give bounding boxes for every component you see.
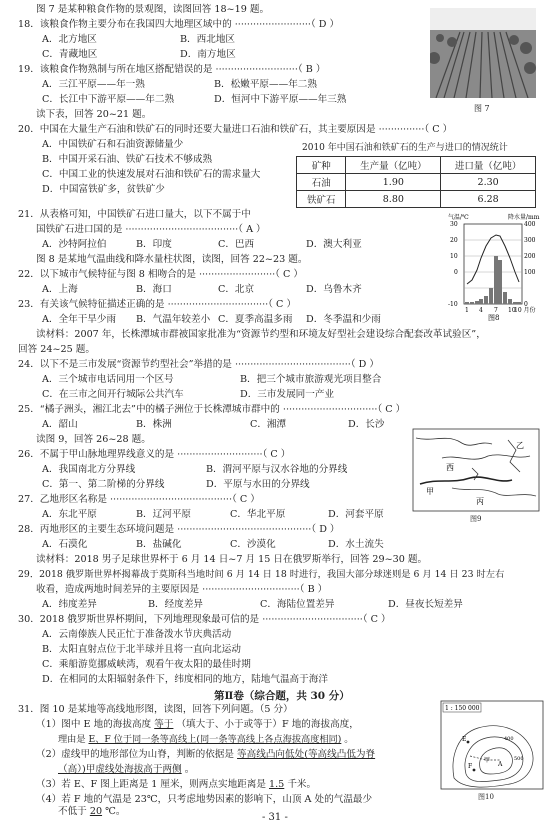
- q22-d: D．乌鲁木齐: [306, 284, 362, 295]
- q26-c: C．第一、第二阶梯的分界线: [42, 479, 165, 490]
- q31-2-line2: [58, 764, 194, 776]
- q19-d: D．恒河中下游平原——年三熟: [214, 94, 347, 105]
- fig8-left-tick: -10: [448, 301, 458, 308]
- q19-c: C．长江中下游平原——年二熟: [42, 94, 175, 105]
- fig8-right-tick: 200: [524, 253, 536, 260]
- q18-b: B．西北地区: [180, 34, 236, 45]
- q28-d: D．水土流失: [328, 539, 384, 550]
- fig8-left-tick: 20: [450, 237, 458, 244]
- q23: 23．有关该气候特征描述正确的是 ·································（ C ）: [18, 299, 297, 310]
- q29-b: B．经度差异: [148, 599, 204, 610]
- q18-d: D．南方地区: [180, 49, 236, 60]
- q26-b: B．渭河平原与汉水谷地的分界线: [206, 464, 348, 475]
- fig8-right-axis-title: 降水量/mm: [508, 214, 540, 221]
- q28-a: A．石漠化: [42, 539, 88, 550]
- q24-d: D．三市发展同一产业: [240, 389, 335, 400]
- fig8-month-tick: 7: [494, 307, 498, 314]
- q21-c: C．巴西: [218, 239, 255, 250]
- q23-d: D．冬季温和少雨: [306, 314, 381, 325]
- fig7-caption: 图 7: [474, 104, 490, 113]
- q30-b: B．太阳直射点位于北半球并且将一直向北运动: [42, 644, 241, 655]
- q21-line2: 国铁矿石进口国的是 ·····································（ A ）: [36, 224, 266, 235]
- q21-a: A．沙特阿拉伯: [42, 239, 107, 250]
- q26: 26．不属于甲山脉地理界线意义的是 ····························（ C ）: [18, 449, 291, 460]
- q27-a: A．东北平原: [42, 509, 97, 520]
- fig10-label: 甲: [484, 757, 491, 764]
- q22: 22．以下城市气候特征与图 8 相吻合的是 ·························（ C ）: [18, 269, 304, 280]
- q26-d: D．平原与水田的分界线: [206, 479, 310, 490]
- q24-b: B．把三个城市旅游观光项目整合: [240, 374, 382, 385]
- q30: 30．2018 俄罗斯世界杯期间，下列地理现象最可信的是 ·································（ C ）: [18, 614, 391, 625]
- q31-3: [36, 779, 316, 791]
- material-24-25: 读材料：2007 年，长株潭城市群被国家批准为“资源节约型和环境友好型社会建设综合配套改革试验区”，: [36, 329, 486, 340]
- q25-c: C．湘潭: [250, 419, 287, 430]
- material-29-30: 读材料：2018 男子足球世界杯于 6 月 14 日~7 月 15 日在俄罗斯举行，回答 29~30 题。: [36, 554, 428, 565]
- fig8-month-tick: 4: [479, 307, 483, 314]
- q31-4-line2: [58, 806, 125, 818]
- q20-c: C．中国工业的快速发展对石油和铁矿石的需求量大: [42, 169, 261, 180]
- q19: 19．该粮食作物熟制与所在地区搭配错误的是 ···························（ B ）: [18, 64, 326, 75]
- intro-22-23: 图 8 是某地气温曲线和降水量柱状图，读图，回答 22~23 题。: [36, 254, 308, 265]
- page-number: - 31 -: [262, 812, 288, 823]
- fig10-label: F: [468, 763, 473, 770]
- q18-a: A．北方地区: [42, 34, 97, 45]
- q28-c: C．沙漠化: [230, 539, 276, 550]
- table-cell: 6.28: [441, 191, 536, 208]
- q29-line1: 29．2018 俄罗斯世界杯揭幕战于莫斯科当地时间 6 月 14 日 18 时进行，我国大部分球迷则是 6 月 14 日 23 时左右: [18, 569, 505, 580]
- fig9-label: 西: [446, 463, 454, 472]
- table-cell: 铁矿石: [297, 191, 346, 208]
- figure-8-climate-chart: [448, 212, 540, 322]
- figure-9-map: [412, 428, 540, 512]
- q31-2-text: （2）虚线甲的地形部位为山脊，判断的依据是: [36, 749, 234, 760]
- section-2-title: 第Ⅱ卷（综合题，共 30 分）: [214, 690, 350, 702]
- fig8-left-tick: 10: [450, 253, 458, 260]
- q24-c: C．在三市之间开行城际公共汽车: [42, 389, 184, 400]
- fig10-scale: 1 : 150 000: [445, 705, 480, 712]
- q29-d: D．昼夜长短差异: [388, 599, 463, 610]
- q23-c: C．夏季高温多雨: [218, 314, 293, 325]
- table-header: 生产量（亿吨）: [346, 157, 441, 174]
- q25-b: B．株洲: [136, 419, 172, 430]
- q31-4-answer: 20: [89, 806, 103, 817]
- q28-b: B．盐碱化: [136, 539, 182, 550]
- q31-1-period: 。: [344, 734, 354, 745]
- q18: 18．该粮食作物主要分布在我国四大地理区域中的 ·························（ D ）: [18, 19, 340, 30]
- table-row: [297, 191, 536, 208]
- q18-c: C．青藏地区: [42, 49, 98, 60]
- q27-c: C．华北平原: [230, 509, 286, 520]
- q31-1-reason-label: 理由是: [58, 734, 86, 745]
- fig10-label: 400: [504, 736, 514, 742]
- q19-b: B．松嫩平原——年二熟: [214, 79, 317, 90]
- fig8-left-axis-title: 气温/℃: [448, 214, 469, 221]
- q29-a: A．纬度差异: [42, 599, 97, 610]
- q22-a: A．上海: [42, 284, 78, 295]
- q21-b: B．印度: [136, 239, 172, 250]
- q31-4-unit: ℃。: [105, 806, 126, 817]
- fig8-caption: 图8: [488, 314, 500, 322]
- q21-d: D．澳大利亚: [306, 239, 362, 250]
- q20-b: B．中国开采石油、铁矿石技术不够成熟: [42, 154, 213, 165]
- q21-line1: 21．从表格可知，中国铁矿石进口量大，以下不属于中: [18, 209, 251, 220]
- fig9-label: 丙: [476, 497, 484, 506]
- q31-2-line1: [36, 749, 375, 761]
- q26-a: A．我国南北方分界线: [42, 464, 136, 475]
- table-cell: 石油: [297, 174, 346, 191]
- fig8-right-tick: 100: [524, 269, 536, 276]
- q31-1-line2: [58, 734, 353, 746]
- fig8-left-tick: 0: [454, 269, 458, 276]
- figure-10-contour-map: [440, 700, 544, 790]
- q28: 28．丙地形区的主要生态环境问题是 ············································（ D ）: [18, 524, 340, 535]
- q31: 31．图 10 是某地等高线地形图，读图，回答下列问题。（5 分）: [18, 704, 293, 715]
- stats-table: [296, 156, 536, 208]
- fig10-label: 500: [514, 756, 524, 762]
- table-header: 矿种: [297, 157, 346, 174]
- q20-d: D．中国富铁矿多，贫铁矿少: [42, 184, 165, 195]
- q24-a: A．三个城市电话同用一个区号: [42, 374, 174, 385]
- fig8-month-label: 10 月份: [514, 307, 536, 314]
- q20-a: A．中国铁矿石和石油资源储量少: [42, 139, 184, 150]
- q31-4-text: 不低于: [58, 806, 87, 817]
- q30-a: A．云南傣族人民正忙于准备泼水节庆典活动: [42, 629, 232, 640]
- intro-20-21: 读下表，回答 20~21 题。: [36, 109, 152, 120]
- q31-1-reason: E、F 位于同一条等高线上(同一条等高线上各点海拔高度相同): [88, 734, 342, 745]
- q31-2-period: 。: [184, 764, 195, 775]
- fig8-left-tick: 30: [450, 221, 458, 228]
- q31-4-line1: （4）若 F 地的气温是 23℃，只考虑地势因素的影响下，山顶 A 处的气温最少: [36, 794, 373, 805]
- q25-a: A．韶山: [42, 419, 78, 430]
- q27-b: B．辽河平原: [136, 509, 192, 520]
- q31-1-answer: 等于: [154, 719, 174, 730]
- intro-26-28: 读图 9，回答 26~28 题。: [36, 434, 151, 445]
- fig9-label: 甲: [426, 487, 434, 496]
- q30-c: C．乘船游览挪威峡湾，观看午夜太阳的最佳时期: [42, 659, 251, 670]
- q23-a: A．全年干旱少雨: [42, 314, 117, 325]
- fig8-right-tick: 400: [524, 221, 536, 228]
- fig8-month-tick: 1: [465, 307, 469, 314]
- figure-7-photo: [430, 8, 536, 98]
- table-header: 进口量（亿吨）: [441, 157, 536, 174]
- fig8-right-tick: 0: [524, 301, 528, 308]
- q31-1-line1: [36, 719, 359, 731]
- q31-1-text: （填大于、小于或等于）F 地的海拔高度，: [176, 719, 359, 730]
- table-cell: 1.90: [346, 174, 441, 191]
- fig9-label: 乙: [516, 441, 524, 450]
- table-cell: 8.80: [346, 191, 441, 208]
- fig10-label: A: [498, 761, 503, 768]
- intro-18-19: 图 7 是某种粮食作物的景观图，读图回答 18~19 题。: [36, 4, 270, 15]
- q27-d: D．河套平原: [328, 509, 384, 520]
- q30-d: D．在相同的太阳辐射条件下，纬度相同的地方，陆地气温高于海洋: [42, 674, 328, 685]
- q29-line2: 收看，造成两地时间差异的主要原因是 ································（ B ）: [36, 584, 328, 595]
- q31-1-text: （1）图中 E 地的海拔高度: [36, 719, 152, 730]
- q23-b: B．气温年较差小: [136, 314, 211, 325]
- fig8-month-tick: 10: [508, 307, 516, 314]
- q31-2-answer: 等高线凸向低处(等高线凸低为脊: [237, 749, 376, 760]
- q31-3-unit: 千米。: [287, 779, 317, 790]
- table-row: [297, 174, 536, 191]
- fig10-label: E: [462, 736, 467, 743]
- q25-d: D．长沙: [348, 419, 385, 430]
- fig9-caption: 图9: [470, 515, 482, 523]
- table-cell: 2.30: [441, 174, 536, 191]
- q31-2-answer-cont: （高）)甲虚线处海拔高于两侧: [58, 764, 182, 775]
- q25: 25．“橘子洲头，湘江北去”中的橘子洲位于长株潭城市群中的 ·······························（ C ）: [18, 404, 406, 415]
- table-title: 2010 年中国石油和铁矿石的生产与进口的情况统计: [302, 143, 508, 153]
- q24: 24．以下不是三市发展“资源节约型社会”举措的是 ······································（ D ）: [18, 359, 380, 370]
- table-header-row: [297, 157, 536, 174]
- q29-c: C．海陆位置差异: [260, 599, 335, 610]
- intro-24-25: 回答 24~25 题。: [18, 344, 95, 355]
- q22-c: C．北京: [218, 284, 255, 295]
- q31-3-text: （3）若 E、F 图上距离是 1 厘米，则两点实地距离是: [36, 779, 266, 790]
- q31-3-answer: 1.5: [269, 779, 285, 790]
- fig10-caption: 图10: [478, 793, 494, 801]
- q27: 27．乙地形区名称是 ········································（ C ）: [18, 494, 260, 505]
- q22-b: B．海口: [136, 284, 172, 295]
- q19-a: A．三江平原——年一熟: [42, 79, 145, 90]
- q20: 20．中国在大量生产石油和铁矿石的同时还要大量进口石油和铁矿石，其主要原因是 ···············（ C ）: [18, 124, 453, 135]
- fig8-right-tick: 300: [524, 237, 536, 244]
